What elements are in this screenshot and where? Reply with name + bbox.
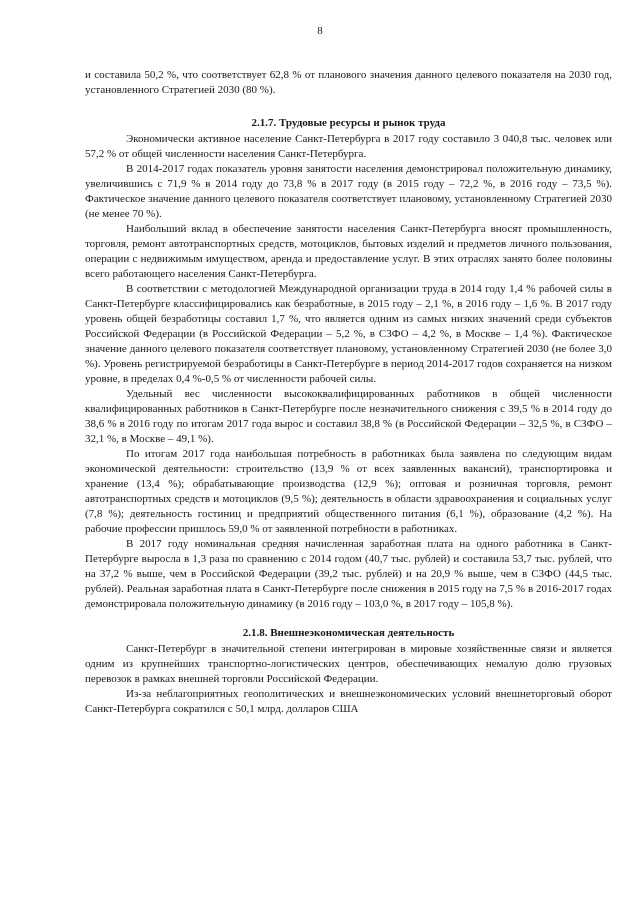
labor-paragraph: По итогам 2017 года наибольшая потребность в работниках была заявлена по следующим видам экономической деятельности: строительство (13,9 % от всех заявленных вакансий), транспортировка и хранение (13,4 %); обрабатывающие производства (12,9 %); оптовая и розничная торговля, ремонт автотранспортных средств и мотоциклов (9,5 %); деятельность в области здравоохранения и социальных услуг (7,8 %); деятельность гостиниц и предприятий общественного питания (6,1 %), образование (4,2 %). На рабочие профессии пришлось 59,0 % от заявленной потребности в работниках. xyxy=(85,448,612,535)
page-body xyxy=(85,68,612,717)
labor-paragraph: Экономически активное население Санкт-Петербурга в 2017 году составило 3 040,8 тыс. человек или 57,2 % от общей численности населения Санкт-Петербурга. xyxy=(85,133,612,160)
page-number: 8 xyxy=(317,25,323,37)
labor-paragraph: В 2014-2017 годах показатель уровня занятости населения демонстрировал положительную динамику, увеличившись с 71,9 % в 2014 году до 73,8 % в 2017 году (в 2015 году – 72,2 %, в 2016 году – 73,5 %). Фактическое значение данного целевого показателя соответствует плановому, установленному Стратегией 2030 (не менее 70 %). xyxy=(85,163,612,220)
labor-paragraph: В соответствии с методологией Международной организации труда в 2014 году 1,4 % рабочей силы в Санкт-Петербурге классифицировались как безработные, в 2015 году – 2,1 %, в 2016 году – 1,6 %. В 2017 году уровень общей безработицы составил 1,7 %, что является одним из самых низких значений среди субъектов Российской Федерации (в Российской Федерации – 5,2 %, в СЗФО – 4,2 %, в Москве – 1,4 %). Фактическое значение данного целевого показателя соответствует плановому, установленному Стратегией 2030 (не более 3,0 %). Уровень регистрируемой безработицы в Санкт-Петербурге в период 2014-2017 годов сохраняется на низком уровне, в пределах 0,4 %-0,5 % от численности рабочей силы. xyxy=(85,283,612,385)
intro-paragraph: и составила 50,2 %, что соответствует 62,8 % от планового значения данного целевого показателя на 2030 год, установленного Стратегией 2030 (80 %). xyxy=(85,69,612,96)
section-title-labor: 2.1.7. Трудовые ресурсы и рынок труда xyxy=(251,117,446,129)
foreign-trade-paragraph: Санкт-Петербург в значительной степени интегрирован в мировые хозяйственные связи и является одним из крупнейших транспортно-логистических центров, обеспечивающих немалую долю грузовых перевозок в рамках внешней торговли Российской Федерации. xyxy=(85,643,612,685)
foreign-trade-paragraph: Из-за неблагоприятных геополитических и внешнеэкономических условий внешнеторговый оборот Санкт-Петербурга сократился с 50,1 млрд. долларов США xyxy=(85,688,612,715)
labor-paragraph: В 2017 году номинальная средняя начисленная заработная плата на одного работника в Санкт-Петербурге выросла в 1,3 раза по сравнению с 2014 годом (40,7 тыс. рублей) и составила 53,7 тыс. рублей, что на 37,2 % выше, чем в Российской Федерации (39,2 тыс. рублей) и на 20,9 % выше, чем в СЗФО (44,5 тыс. рублей). Реальная заработная плата в Санкт-Петербурге после снижения в 2015 году на 7,5 % в 2016-2017 годах демонстрировала положительную динамику (в 2016 году – 103,0 %, в 2017 году – 105,8 %). xyxy=(85,538,612,610)
section-title-foreign-trade: 2.1.8. Внешнеэкономическая деятельность xyxy=(242,627,455,639)
labor-paragraph: Удельный вес численности высококвалифицированных работников в общей численности квалифицированных работников в Санкт-Петербурге после незначительного снижения с 39,5 % в 2014 году до 38,6 % в 2016 году по итогам 2017 года вырос и составил 38,8 % (в Российской Федерации – 32,5 %, в СЗФО – 32,1 %, в Москве – 49,1 %). xyxy=(85,388,612,445)
labor-paragraph: Наибольший вклад в обеспечение занятости населения Санкт-Петербурга вносят промышленность, торговля, ремонт автотранспортных средств, мотоциклов, бытовых изделий и предметов личного пользования, операции с недвижимым имуществом, аренда и предоставление услуг. В этих отраслях занято более половины всего работающего населения Санкт-Петербурга. xyxy=(85,223,612,280)
